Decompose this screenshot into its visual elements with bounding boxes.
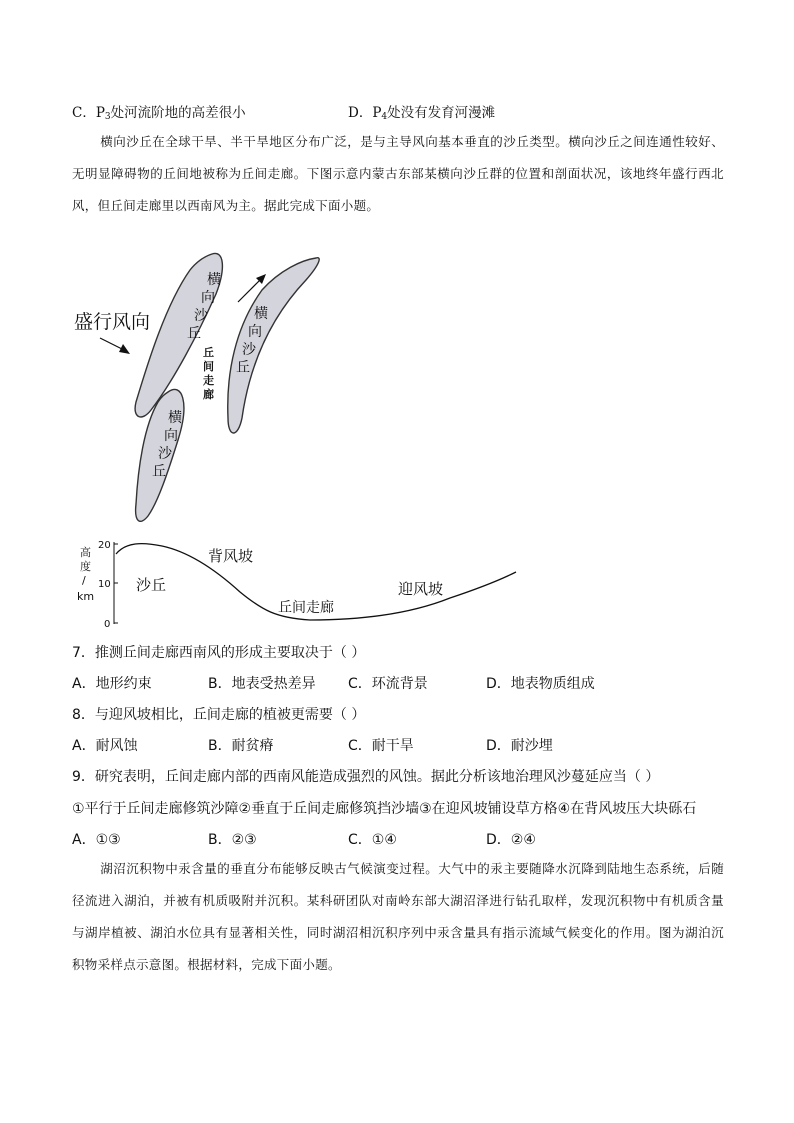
q9-option-b[interactable]: B．②③	[208, 832, 257, 848]
svg-text:走: 走	[203, 374, 214, 387]
profile-tick-0: 0	[104, 619, 111, 630]
q8-option-a[interactable]: A．耐风蚀	[72, 738, 138, 754]
q7-option-a[interactable]: A．地形约束	[72, 676, 152, 692]
wind-arrowhead	[119, 344, 130, 354]
q9-option-c[interactable]: C．①④	[348, 832, 397, 848]
question-9-statements: ①平行于丘间走廊修筑沙障②垂直于丘间走廊修筑挡沙墙③在迎风坡铺设草方格④在背风坡压大块砾石	[72, 801, 697, 817]
svg-text:丘: 丘	[203, 346, 214, 359]
svg-text:丘: 丘	[236, 360, 250, 376]
svg-text:横: 横	[254, 306, 268, 322]
profile-ylabel	[77, 545, 94, 603]
option-c-previous: C．$P_3$处河流阶地的高差很小	[72, 105, 246, 122]
svg-text:向: 向	[248, 324, 262, 340]
svg-text:横: 横	[168, 410, 182, 426]
q8-option-d[interactable]: D．耐沙埋	[486, 738, 553, 754]
question-8-stem: 8．与迎风坡相比，丘间走廊的植被更需要（ ）	[72, 707, 366, 723]
svg-text:向: 向	[164, 428, 178, 444]
question-9-stem: 9．研究表明，丘间走廊内部的西南风能造成强烈的风蚀。据此分析该地治理风沙蔓延应当（ ）	[72, 769, 660, 785]
profile-label-windward: 迎风坡	[398, 580, 444, 598]
q9-option-a[interactable]: A．①③	[72, 832, 121, 848]
svg-text:沙: 沙	[158, 446, 172, 462]
svg-text:沙: 沙	[194, 308, 208, 324]
q7-option-c[interactable]: C．环流背景	[348, 676, 428, 692]
q7-option-b[interactable]: B．地表受热差异	[208, 676, 316, 692]
q7-option-d[interactable]: D．地表物质组成	[486, 676, 595, 692]
profile-tick-10: 10	[98, 579, 111, 590]
question-7-stem: 7．推测丘间走廊西南风的形成主要取决于（ ）	[72, 645, 366, 661]
passage-dunes: 横向沙丘在全球干旱、半干旱地区分布广泛，是与主导风向基本垂直的沙丘类型。横向沙丘之间连通性较好、无明显障碍物的丘间地被称为丘间走廊。下图示意内蒙古东部某横向沙丘群的位置和剖面状况，该地终年盛行西北风，但丘间走廊里以西南风为主。据此完成下面小题。	[72, 134, 724, 213]
svg-text:丘: 丘	[152, 464, 166, 480]
wind-arrow	[100, 338, 124, 350]
svg-text:度: 度	[80, 560, 91, 573]
dune-map-figure	[66, 232, 326, 522]
svg-text:km: km	[77, 590, 95, 603]
q8-option-c[interactable]: C．耐干旱	[348, 738, 414, 754]
svg-text:丘: 丘	[187, 326, 201, 342]
svg-text:间: 间	[203, 360, 214, 373]
svg-text:沙: 沙	[242, 342, 256, 358]
q8-option-b[interactable]: B．耐贫瘠	[208, 738, 274, 754]
svg-text:向: 向	[201, 290, 215, 306]
svg-text:/: /	[82, 574, 86, 587]
passage-mercury: 湖沼沉积物中汞含量的垂直分布能够反映古气候演变过程。大气中的汞主要随降水沉降到陆地生态系统，后随径流进入湖泊，并被有机质吸附并沉积。某科研团队对南岭东部大湖沼泽进行钻孔取样，发现沉积物中有机质含量与湖岸植被、湖泊水位具有显著相关性，同时湖沼相沉积序列中汞含量具有指示流域气候变化的作用。图为湖泊沉积物采样点示意图。根据材料，完成下面小题。	[72, 861, 724, 972]
profile-label-leeward: 背风坡	[208, 547, 254, 565]
option-d-previous: D．$P_4$处没有发育河漫滩	[348, 105, 496, 122]
profile-label-corridor: 丘间走廊	[278, 600, 334, 616]
corridor-label	[203, 345, 214, 401]
svg-text:廊: 廊	[203, 388, 214, 401]
dune-profile-figure	[70, 534, 530, 634]
q9-option-d[interactable]: D．②④	[486, 832, 536, 848]
profile-label-dune: 沙丘	[136, 576, 167, 594]
wind-label: 盛行风向	[74, 311, 151, 333]
svg-text:横: 横	[207, 272, 221, 288]
profile-tick-20: 20	[98, 540, 111, 551]
svg-text:高: 高	[80, 546, 91, 559]
